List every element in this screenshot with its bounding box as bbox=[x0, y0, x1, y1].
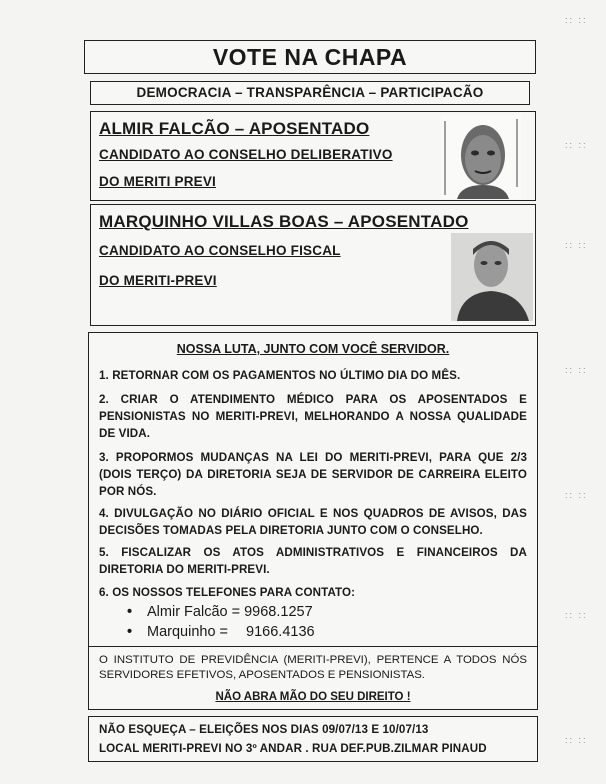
slogan-text: NÃO ABRA MÃO DO SEU DIREITO ! bbox=[215, 691, 411, 703]
platform-item: 2. CRIAR O ATENDIMENTO MÉDICO PARA OS APOSENTADOS E PENSIONISTAS NO MERITI-PREVI, MELHORANDO A NOSSA QUALIDADE DE VIDA. bbox=[99, 393, 527, 440]
election-dates: NÃO ESQUEÇA – ELEIÇÕES NOS DIAS 09/07/13 E 10/07/13 bbox=[99, 723, 429, 736]
candidate-card-marquinho bbox=[90, 204, 536, 326]
scan-noise: :: :: bbox=[565, 735, 588, 745]
title-box bbox=[84, 40, 536, 74]
scan-noise: :: :: bbox=[565, 240, 588, 250]
institute-box bbox=[88, 646, 538, 710]
phone-name: Marquinho = bbox=[147, 624, 229, 640]
motto-box bbox=[90, 81, 530, 105]
platform-item: 6. OS NOSSOS TELEFONES PARA CONTATO: bbox=[99, 586, 356, 599]
platform-item: 1. RETORNAR COM OS PAGAMENTOS NO ÚLTIMO DIA DO MÊS. bbox=[99, 369, 461, 382]
candidate-position: CANDIDATO AO CONSELHO DELIBERATIVO bbox=[99, 147, 393, 162]
candidate-card-almir bbox=[90, 111, 536, 201]
footer-box bbox=[88, 716, 538, 762]
candidate-institute: DO MERITI PREVI bbox=[99, 174, 217, 189]
election-location: LOCAL MERITI-PREVI NO 3º ANDAR . RUA DEF.PUB.ZILMAR PINAUD bbox=[99, 742, 487, 755]
scan-noise: :: :: bbox=[565, 490, 588, 500]
platform-title: NOSSA LUTA, JUNTO COM VOCÊ SERVIDOR. bbox=[176, 342, 450, 356]
platform-item: 3. PROPORMOS MUDANÇAS NA LEI DO MERITI-PREVI, PARA QUE 2/3 (DOIS TERÇO) DA DIRETORIA SEJA DE SERVIDOR DE CARREIRA ELEITO POR NÓS. bbox=[99, 451, 527, 498]
motto-text: DEMOCRACIA – TRANSPARÊNCIA – PARTICIPACÃO bbox=[136, 85, 484, 100]
phone-number: 9166.4136 bbox=[246, 624, 315, 640]
scan-noise: :: :: bbox=[565, 610, 588, 620]
institute-text: O INSTITUTO DE PREVIDÊNCIA (MERITI-PREVI), PERTENCE A TODOS NÓS SERVIDORES EFETIVOS, APOSENTADOS E PENSIONISTAS. bbox=[99, 654, 527, 681]
scan-noise: :: :: bbox=[565, 365, 588, 375]
phone-contact bbox=[127, 624, 315, 640]
phone-contact bbox=[127, 604, 313, 620]
platform-item: 4. DIVULGAÇÃO NO DIÁRIO OFICIAL E NOS QUADROS DE AVISOS, DAS DECISÕES TOMADAS PELA DIRETORIA JUNTO COM O CONSELHO. bbox=[99, 507, 527, 537]
bullet-icon: • bbox=[127, 604, 133, 620]
page-title: VOTE NA CHAPA bbox=[212, 44, 408, 70]
candidate-photo bbox=[451, 233, 533, 321]
candidate-name: MARQUINHO VILLAS BOAS – APOSENTADO bbox=[99, 212, 469, 231]
scan-noise: :: :: bbox=[565, 140, 588, 150]
candidate-name: ALMIR FALCÃO – APOSENTADO bbox=[99, 119, 370, 138]
platform-box bbox=[88, 332, 538, 648]
phone-name: Almir Falcão = bbox=[147, 604, 241, 620]
candidate-institute: DO MERITI-PREVI bbox=[99, 273, 217, 288]
candidate-position: CANDIDATO AO CONSELHO FISCAL bbox=[99, 243, 341, 258]
candidate-photo bbox=[441, 115, 521, 199]
bullet-icon: • bbox=[127, 624, 133, 640]
platform-item: 5. FISCALIZAR OS ATOS ADMINISTRATIVOS E FINANCEIROS DA DIRETORIA DO MERITI-PREVI. bbox=[99, 546, 527, 576]
phone-number: 9968.1257 bbox=[244, 604, 313, 620]
scan-noise: :: :: bbox=[565, 15, 588, 25]
